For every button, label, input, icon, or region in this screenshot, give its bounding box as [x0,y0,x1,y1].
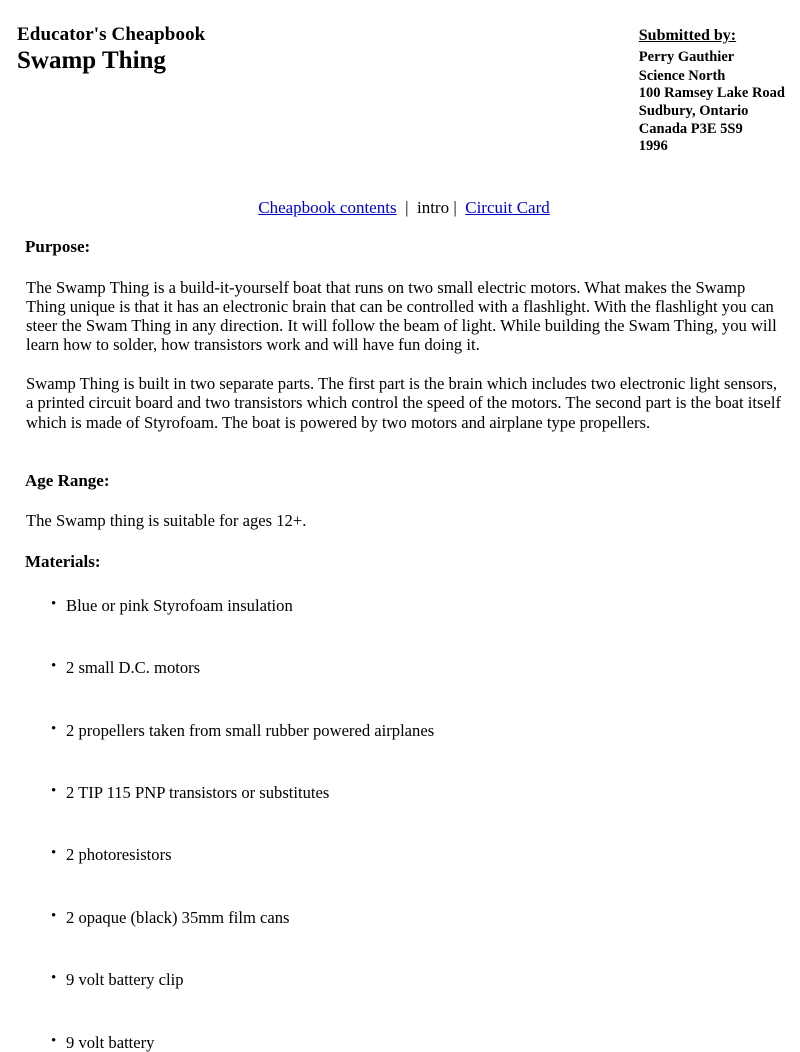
purpose-paragraph-1: The Swamp Thing is a build-it-yourself boat that runs on two small electric motors. What makes the Swamp Thing unique is that it has an electronic brain that can be controlled with a flashlight. With the flashlight you can steer the Swam Thing in any direction. It will follow the beam of light. While building the Swam Thing, you will learn how to solder, how transistors work and will have fun doing it. [26,277,777,355]
nav-separator-2: | [449,197,466,217]
submitter-street: 100 Ramsey Lake Road [638,85,785,102]
document-body [6,237,794,1052]
list-item: • 2 small D.C. motors [19,658,786,678]
submitted-by-block [639,18,786,156]
heading-materials: Materials: [25,552,101,572]
heading-age-range: Age Range: [25,470,110,490]
materials-list [19,596,786,1052]
list-item: • 2 TIP 115 PNP transistors or substitutes [19,783,786,803]
age-range-paragraph: The Swamp thing is suitable for ages 12+. [26,511,307,531]
nav-item-intro: intro [416,197,450,217]
list-item: • 2 photoresistors [19,845,786,865]
cheapbook-contents-link[interactable]: Cheapbook contents [258,197,397,217]
submitter-country-postal: Canada P3E 5S9 [638,120,743,137]
list-item: • Blue or pink Styrofoam insulation [19,596,786,616]
list-item: • 9 volt battery [19,1033,786,1052]
submitter-city: Sudbury, Ontario [638,102,749,119]
submitter-organization: Science North [638,67,726,84]
nav-separator-1: | [396,197,417,217]
heading-purpose: Purpose: [25,237,91,257]
circuit-card-link[interactable]: Circuit Card [465,197,550,217]
document-header [6,18,794,156]
submitted-by-heading: Submitted by: [638,27,737,44]
series-kicker: Educator's Cheapbook [17,24,206,45]
list-item: • 9 volt battery clip [19,970,786,990]
purpose-paragraph-2: Swamp Thing is built in two separate parts. The first part is the brain which includes two electronic light sensors, a printed circuit board and two transistors which control the speed of the motors. The second part is the boat itself which is made of Styrofoam. The boat is powered by two motors and airplane type propellers. [26,374,781,432]
title-block [17,18,205,76]
breadcrumb [6,198,794,218]
submitter-year: 1996 [638,138,668,155]
list-item: • 2 opaque (black) 35mm film cans [19,908,786,928]
page-title: Swamp Thing [17,47,166,75]
submitter-name: Perry Gauthier [638,49,735,66]
list-item: • 2 propellers taken from small rubber powered airplanes [19,721,786,741]
